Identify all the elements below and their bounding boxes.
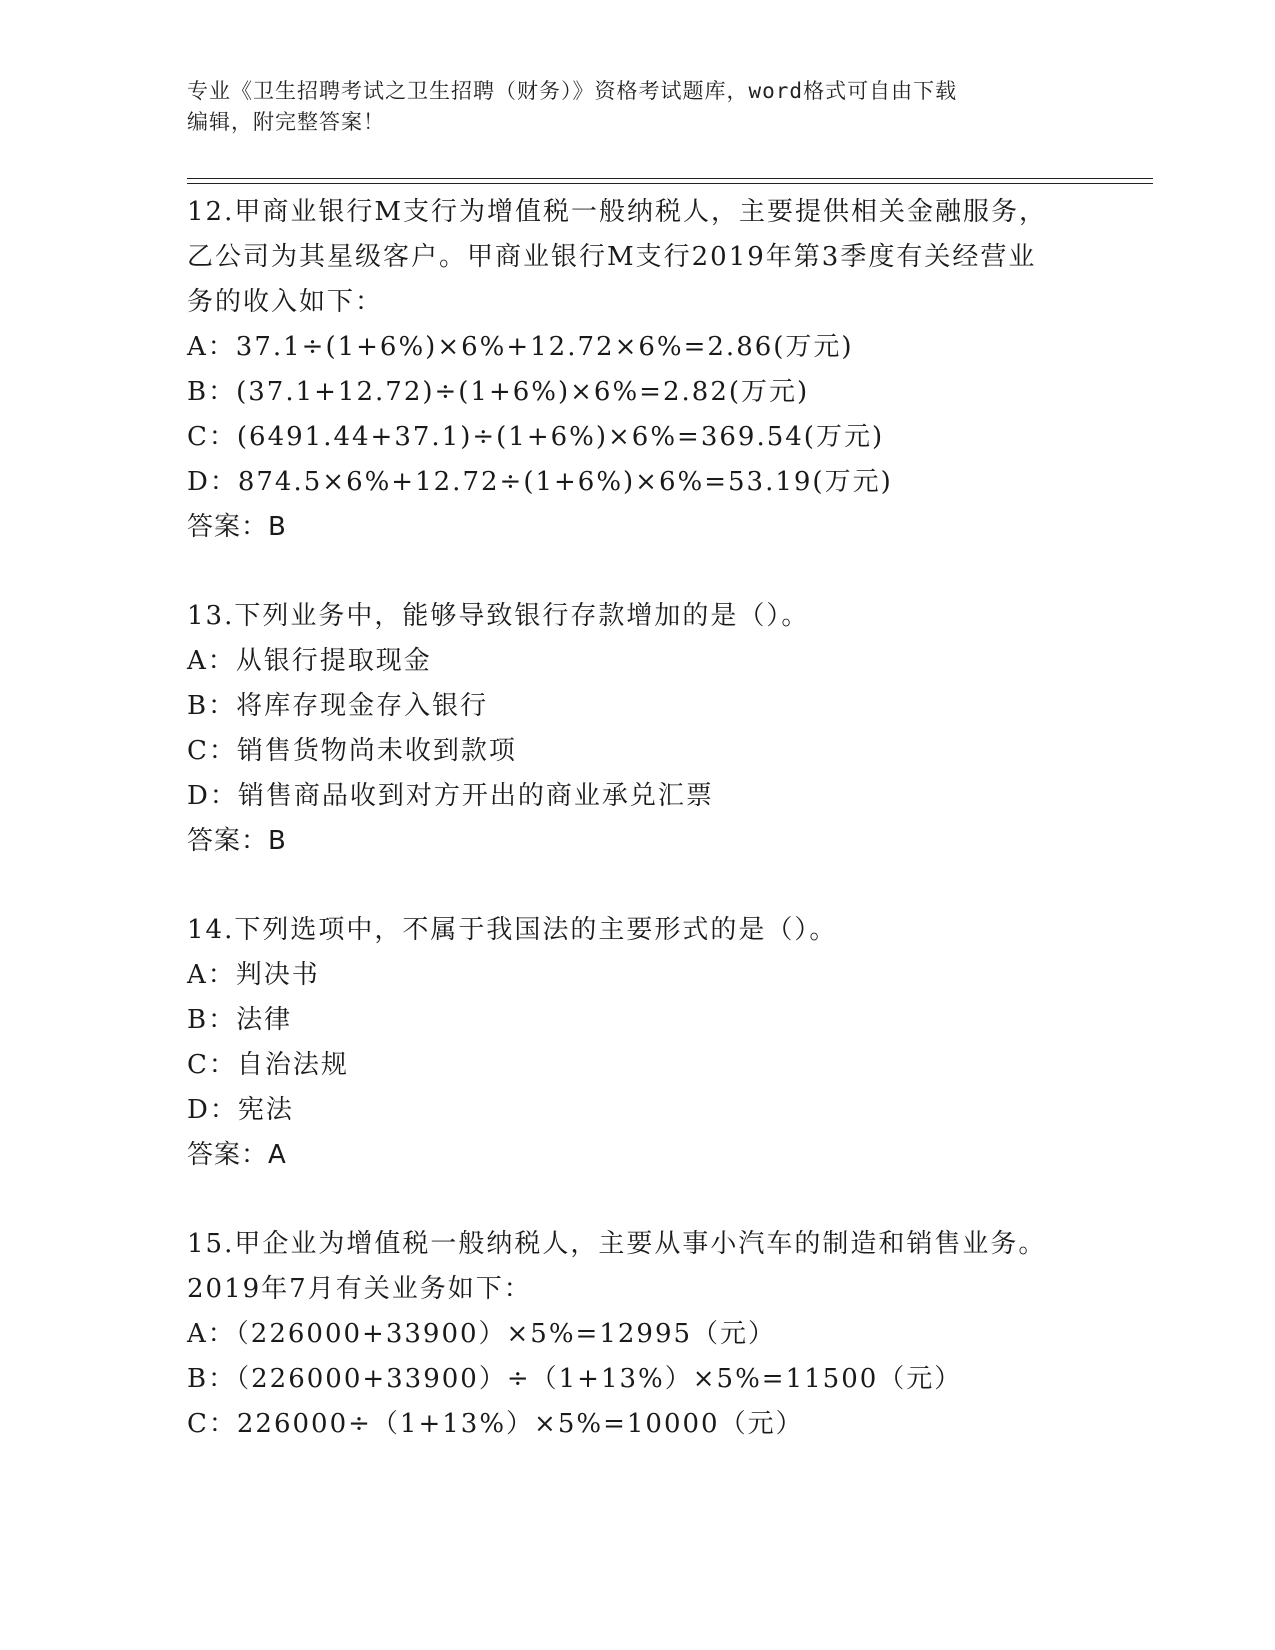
option-d: D：874.5×6%+12.72÷(1+6%)×6%=53.19(万元) <box>187 467 893 497</box>
option-c: C：226000÷（1+13%）×5%=10000（元） <box>187 1409 804 1439</box>
option-b: B：(37.1+12.72)÷(1+6%)×6%=2.82(万元) <box>187 377 810 407</box>
option-a: A：从银行提取现金 <box>187 646 432 676</box>
header-line-2: 编辑，附完整答案！ <box>187 110 385 134</box>
question-list <box>187 190 1107 1447</box>
answer-label: 答案：B <box>187 826 287 856</box>
option-b: B：将库存现金存入银行 <box>187 691 489 721</box>
question-spacer <box>187 550 1107 594</box>
question-spacer <box>187 1178 1107 1222</box>
question-14 <box>187 908 1107 1178</box>
document-header <box>187 76 1067 138</box>
question-stem-line: 15.甲企业为增值税一般纳税人，主要从事小汽车的制造和销售业务。 <box>187 1229 1047 1259</box>
option-d: D：销售商品收到对方开出的商业承兑汇票 <box>187 781 714 811</box>
question-13 <box>187 594 1107 864</box>
question-spacer <box>187 864 1107 908</box>
question-stem-line: 14.下列选项中，不属于我国法的主要形式的是（）。 <box>187 915 838 945</box>
option-b: B：（226000+33900）÷（1+13%）×5%=11500（元） <box>187 1364 963 1394</box>
option-a: A：（226000+33900）×5%=12995（元） <box>187 1319 777 1349</box>
question-stem-line: 12.甲商业银行M支行为增值税一般纳税人，主要提供相关金融服务， <box>187 197 1047 227</box>
option-c: C：(6491.44+37.1)÷(1+6%)×6%=369.54(万元) <box>187 422 885 452</box>
header-divider-top <box>187 178 1153 179</box>
question-stem-line: 2019年7月有关业务如下： <box>187 1274 532 1304</box>
question-stem-line: 13.下列业务中，能够导致银行存款增加的是（）。 <box>187 601 810 631</box>
option-a: A：判决书 <box>187 960 320 990</box>
option-a: A：37.1÷(1+6%)×6%+12.72×6%=2.86(万元) <box>187 332 854 362</box>
answer-label: 答案：B <box>187 512 287 542</box>
answer-label: 答案：A <box>187 1140 287 1170</box>
header-divider-bottom <box>187 183 1153 184</box>
option-b: B：法律 <box>187 1005 293 1035</box>
option-d: D：宪法 <box>187 1095 294 1125</box>
question-stem-line: 务的收入如下： <box>187 287 384 317</box>
question-15 <box>187 1222 1107 1447</box>
option-c: C：销售货物尚未收到款项 <box>187 736 517 766</box>
question-12 <box>187 190 1107 550</box>
header-line-1: 专业《卫生招聘考试之卫生招聘（财务）》资格考试题库，word格式可自由下载 <box>187 79 958 103</box>
question-stem-line: 乙公司为其星级客户。甲商业银行M支行2019年第3季度有关经营业 <box>187 242 1037 272</box>
option-c: C：自治法规 <box>187 1050 349 1080</box>
